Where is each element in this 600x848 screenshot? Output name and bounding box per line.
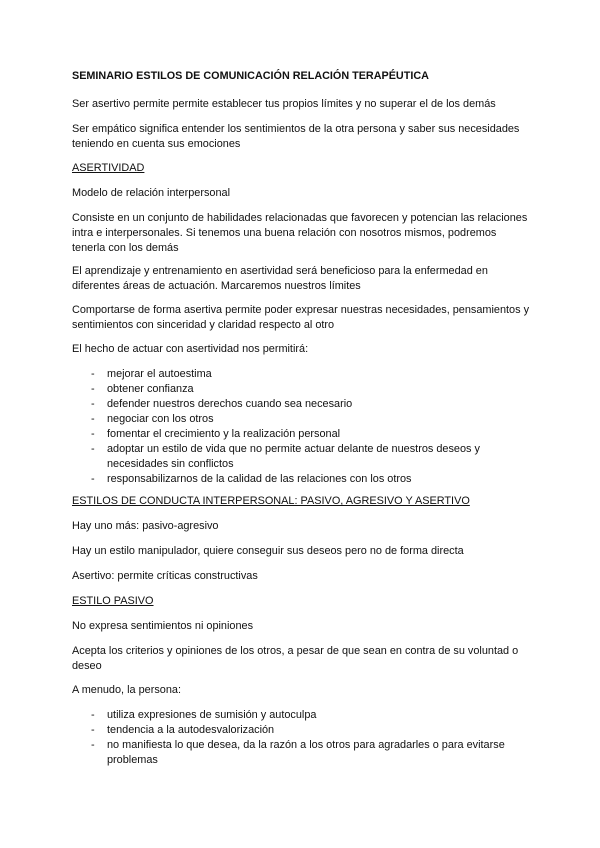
- paragraph-modelo: Modelo de relación interpersonal: [72, 187, 231, 199]
- list-item: - no manifiesta lo que desea, da la razón a los otros para agradarles o para evitarse problemas: [72, 738, 532, 768]
- list-item: - fomentar el crecimiento y la realización personal: [72, 427, 532, 442]
- heading-estilos-conducta: ESTILOS DE CONDUCTA INTERPERSONAL: PASIVO, AGRESIVO Y ASERTIVO: [72, 495, 470, 507]
- list-item: - obtener confianza: [72, 382, 532, 397]
- paragraph-pasivo-agresivo: Hay uno más: pasivo-agresivo: [72, 520, 219, 532]
- paragraph-acepta: Acepta los criterios y opiniones de los otros, a pesar de que sean en contra de su voluntad o deseo: [72, 645, 519, 672]
- list-beneficios: [72, 367, 532, 487]
- list-item: - responsabilizarnos de la calidad de las relaciones con los otros: [72, 472, 532, 487]
- list-item: - mejorar el autoestima: [72, 367, 532, 382]
- paragraph-consiste: Consiste en un conjunto de habilidades relacionadas que favorecen y potencian las relaciones intra e interpersonales. Si tenemos una buena relación con nosotros mismos, podremos tenerla con los demás: [72, 212, 528, 254]
- list-pasivo: [72, 708, 532, 768]
- list-item: - negociar con los otros: [72, 412, 532, 427]
- list-item: - utiliza expresiones de sumisión y autoculpa: [72, 708, 532, 723]
- paragraph-asertivo: Ser asertivo permite permite establecer tus propios límites y no superar el de los demás: [72, 98, 496, 110]
- paragraph-asertivo-criticas: Asertivo: permite críticas constructivas: [72, 570, 258, 582]
- list-item: - adoptar un estilo de vida que no permite actuar delante de nuestros deseos y necesidades sin conflictos: [72, 442, 532, 472]
- paragraph-a-menudo: A menudo, la persona:: [72, 684, 181, 696]
- paragraph-manipulador: Hay un estilo manipulador, quiere conseguir sus deseos pero no de forma directa: [72, 545, 464, 557]
- heading-asertividad: ASERTIVIDAD: [72, 162, 145, 174]
- paragraph-no-expresa: No expresa sentimientos ni opiniones: [72, 620, 254, 632]
- paragraph-empatico: Ser empático significa entender los sentimientos de la otra persona y saber sus necesidades teniendo en cuenta sus emociones: [72, 123, 520, 150]
- heading-estilo-pasivo: ESTILO PASIVO: [72, 595, 154, 607]
- page-title: SEMINARIO ESTILOS DE COMUNICACIÓN RELACIÓN TERAPÉUTICA: [72, 70, 429, 82]
- paragraph-comportarse: Comportarse de forma asertiva permite poder expresar nuestras necesidades, pensamientos y sentimientos con sinceridad y claridad respecto al otro: [72, 304, 530, 331]
- list-item: - tendencia a la autodesvalorización: [72, 723, 532, 738]
- list-item: - defender nuestros derechos cuando sea necesario: [72, 397, 532, 412]
- paragraph-hecho: El hecho de actuar con asertividad nos permitirá:: [72, 343, 309, 355]
- paragraph-aprendizaje: El aprendizaje y entrenamiento en asertividad será beneficioso para la enfermedad en diferentes áreas de actuación. Marcaremos nuestros límites: [72, 265, 488, 292]
